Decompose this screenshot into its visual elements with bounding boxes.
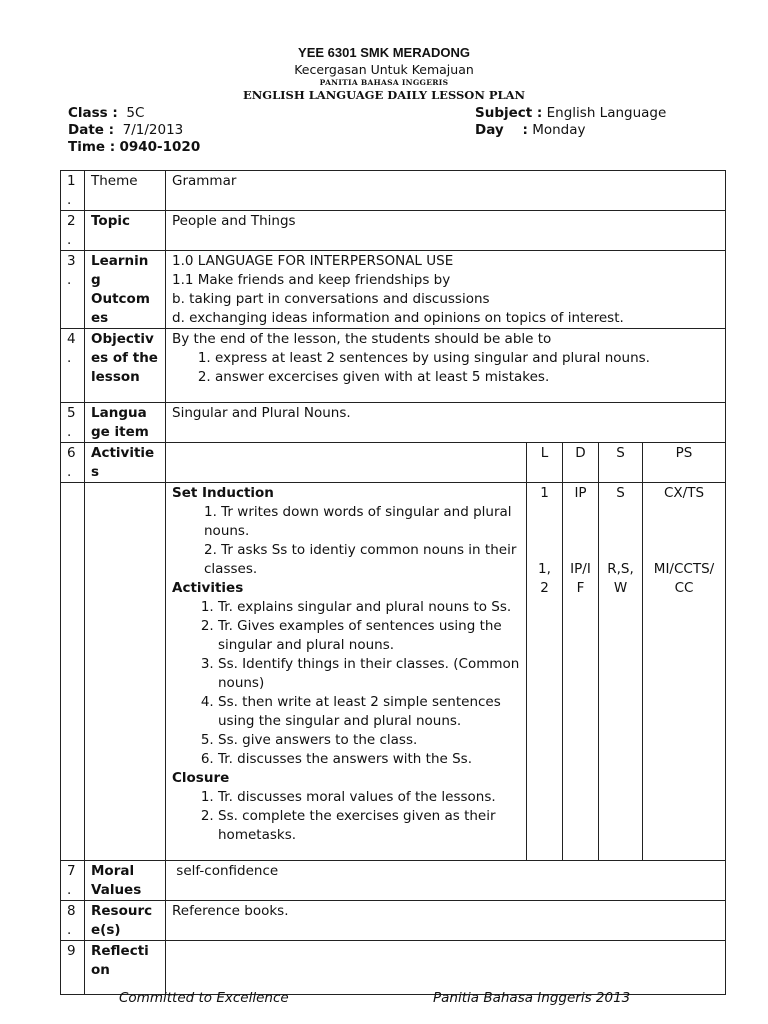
row-value (166, 329, 726, 403)
row-language-item (61, 403, 726, 443)
outcome-line: b. taking part in conversations and discussions (172, 291, 490, 307)
lesson-plan-table (60, 170, 726, 995)
closure-item: 1. Tr. discusses moral values of the lessons. (218, 788, 520, 807)
activity-item: 4. Ss. then write at least 2 simple sentences using the singular and plural nouns. (218, 693, 520, 731)
row-number: 6 . (61, 443, 85, 483)
school-name: YEE 6301 SMK MERADONG (298, 45, 470, 60)
row-number (61, 483, 85, 861)
row-label: Langua ge item (85, 403, 166, 443)
column-ps-values (643, 483, 726, 861)
objectives-list (172, 349, 719, 387)
activity-item: 5. Ss. give answers to the class. (218, 731, 520, 750)
row-label: Reflecti on (85, 941, 166, 995)
l-value: 1 (540, 485, 549, 501)
row-value (166, 443, 527, 483)
row-theme (61, 171, 726, 211)
row-moral-values (61, 861, 726, 901)
objective-item: 1. express at least 2 sentences by using singular and plural nouns. (215, 349, 719, 368)
activity-item: 3. Ss. Identify things in their classes. (Common nouns) (218, 655, 520, 693)
s-value: R,S, W (607, 561, 634, 596)
day-label: Day : (475, 122, 528, 138)
row-value: Singular and Plural Nouns. (166, 403, 726, 443)
day-value: Monday (532, 122, 586, 138)
objective-item: 2. answer excercises given with at least 5 mistakes. (215, 368, 719, 387)
outcome-line: 1.1 Make friends and keep friendships by (172, 272, 451, 288)
row-number: 2 . (61, 211, 85, 251)
row-label: Activitie s (85, 443, 166, 483)
set-induction-step: 1. Tr writes down words of singular and plural nouns. (204, 504, 512, 539)
column-header-ps: PS (643, 443, 726, 483)
row-number: 3 . (61, 251, 85, 329)
row-topic (61, 211, 726, 251)
footer-right: Panitia Bahasa Inggeris 2013 (433, 990, 631, 1006)
row-learning-outcomes (61, 251, 726, 329)
row-label: Theme (85, 171, 166, 211)
ps-value: MI/CCTS/ CC (653, 561, 715, 596)
activities-content (166, 483, 527, 861)
subject-line (475, 105, 666, 122)
activity-item: 1. Tr. explains singular and plural nouns to Ss. (218, 598, 520, 617)
date-value: 7/1/2013 (122, 122, 184, 138)
row-number: 8 . (61, 901, 85, 941)
row-number: 9 (61, 941, 85, 995)
d-value: IP (574, 485, 587, 501)
row-label: Resourc e(s) (85, 901, 166, 941)
row-value: People and Things (166, 211, 726, 251)
row-label: Moral Values (85, 861, 166, 901)
date-line (68, 122, 200, 139)
row-activities-header (61, 443, 726, 483)
row-value (166, 941, 726, 995)
d-value: IP/I F (570, 561, 591, 596)
school-motto: Kecergasan Untuk Kemajuan (294, 62, 474, 77)
row-value (166, 251, 726, 329)
class-label: Class : (68, 105, 118, 121)
activities-title: Activities (172, 580, 244, 596)
ps-value: CX/TS (663, 485, 705, 501)
column-header-s: S (599, 443, 643, 483)
row-value: self-confidence (166, 861, 726, 901)
set-induction-step: 2. Tr asks Ss to identiy common nouns in their classes. (204, 542, 517, 577)
outcome-line: 1.0 LANGUAGE FOR INTERPERSONAL USE (172, 253, 454, 269)
column-header-l: L (527, 443, 563, 483)
time-label: Time : (68, 139, 116, 155)
subject-value: English Language (546, 105, 667, 121)
activities-list (172, 598, 520, 769)
row-label: Objectiv es of the lesson (85, 329, 166, 403)
row-activities (61, 483, 726, 861)
column-s-values (599, 483, 643, 861)
column-l-values (527, 483, 563, 861)
panel-name: PANITIA BAHASA INGGERIS (319, 78, 449, 87)
row-label: Topic (85, 211, 166, 251)
row-number: 5 . (61, 403, 85, 443)
column-header-d: D (563, 443, 599, 483)
s-value: S (616, 485, 625, 501)
closure-item: 2. Ss. complete the exercises given as their hometasks. (218, 807, 520, 845)
row-number: 4 . (61, 329, 85, 403)
day-line (475, 122, 666, 139)
closure-list (172, 788, 520, 845)
footer-left: Committed to Excellence (119, 990, 289, 1006)
plan-title: ENGLISH LANGUAGE DAILY LESSON PLAN (242, 88, 525, 102)
class-value: 5C (126, 105, 145, 121)
row-value: Grammar (166, 171, 726, 211)
time-value: 0940-1020 (119, 139, 201, 155)
column-d-values (563, 483, 599, 861)
set-induction-title: Set Induction (172, 485, 274, 501)
activity-item: 2. Tr. Gives examples of sentences using the singular and plural nouns. (218, 617, 520, 655)
row-value: Reference books. (166, 901, 726, 941)
row-objectives (61, 329, 726, 403)
row-resources (61, 901, 726, 941)
closure-title: Closure (172, 770, 230, 786)
meta-right (475, 105, 666, 139)
subject-label: Subject : (475, 105, 543, 121)
activity-item: 6. Tr. discusses the answers with the Ss. (218, 750, 520, 769)
row-reflection (61, 941, 726, 995)
meta-left (68, 105, 200, 156)
row-number: 1 . (61, 171, 85, 211)
date-label: Date : (68, 122, 115, 138)
outcome-line: d. exchanging ideas information and opinions on topics of interest. (172, 310, 624, 326)
l-value: 1, 2 (538, 561, 551, 596)
row-label (85, 483, 166, 861)
objectives-intro: By the end of the lesson, the students should be able to (172, 331, 552, 347)
row-number: 7 . (61, 861, 85, 901)
class-line (68, 105, 200, 122)
time-line (68, 139, 200, 156)
row-label: Learnin g Outcom es (85, 251, 166, 329)
